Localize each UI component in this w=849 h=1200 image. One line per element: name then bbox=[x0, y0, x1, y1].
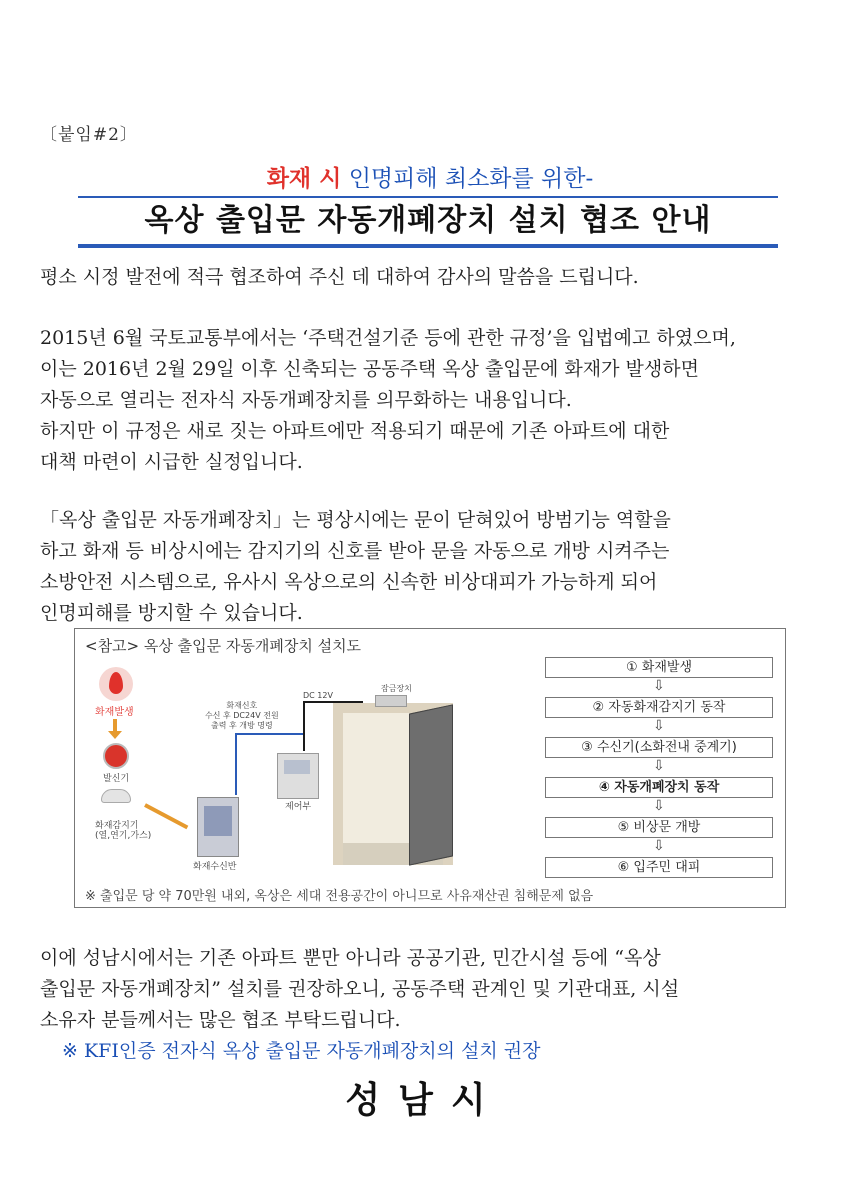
request-paragraph bbox=[40, 943, 815, 1036]
step-arrow-icon: ⇩ bbox=[653, 838, 665, 854]
request-line: 이에 성남시에서는 기존 아파트 뿐만 아니라 공공기관, 민간시설 등에 “옥상 bbox=[40, 947, 661, 969]
law-line: 자동으로 열리는 전자식 자동개폐장치를 의무화하는 내용입니다. bbox=[40, 389, 572, 411]
system-paragraph bbox=[40, 505, 815, 629]
law-paragraph bbox=[40, 323, 815, 478]
transmitter-label: 발신기 bbox=[103, 774, 130, 784]
system-line: 「옥상 출입문 자동개폐장치」는 평상시에는 문이 닫혀있어 방범기능 역할을 bbox=[40, 509, 671, 531]
receiver-label: 화재수신반 bbox=[193, 862, 237, 872]
transmitter-icon bbox=[103, 743, 129, 769]
step-arrow-icon: ⇩ bbox=[653, 718, 665, 734]
request-line: 출입문 자동개폐장치” 설치를 권장하오니, 공동주택 관계인 및 기관대표, 시설 bbox=[40, 978, 680, 1000]
thanks-paragraph: 평소 시정 발전에 적극 협조하여 주신 데 대하여 감사의 말씀을 드립니다. bbox=[40, 266, 639, 288]
diagram-note: ※ 출입문 당 약 70만원 내외, 옥상은 세대 전용공간이 아니므로 사유재산권 침해문제 없음 bbox=[85, 889, 594, 904]
lock-device-icon bbox=[375, 695, 407, 707]
control-box-icon bbox=[277, 753, 319, 799]
power-wire bbox=[303, 701, 305, 751]
law-line: 하지만 이 규정은 새로 짓는 아파트에만 적용되기 때문에 기존 아파트에 대한 bbox=[40, 420, 670, 442]
step-arrow-icon: ⇩ bbox=[653, 798, 665, 814]
receiver-panel-icon bbox=[197, 797, 239, 857]
step-3: ③ 수신기(소화전내 중계기) bbox=[545, 737, 773, 758]
control-box-label: 제어부 bbox=[285, 802, 312, 812]
detector-label: 화재감지기 (열,연기,가스) bbox=[95, 821, 152, 841]
page-title: 옥상 출입문 자동개폐장치 설치 협조 안내 bbox=[78, 196, 778, 248]
subtitle bbox=[80, 160, 780, 193]
step-6: ⑥ 입주민 대피 bbox=[545, 857, 773, 878]
law-line: 이는 2016년 2월 29일 이후 신축되는 공동주택 옥상 출입문에 화재가 발생하면 bbox=[40, 358, 699, 380]
city-signature: 성남시 bbox=[345, 1080, 504, 1121]
lock-label: 잠금장치 bbox=[381, 684, 412, 693]
wire-line bbox=[235, 733, 305, 735]
subtitle-blue: 인명피해 최소화를 위한 bbox=[348, 166, 586, 192]
law-line: 대책 마련이 시급한 실정입니다. bbox=[40, 451, 303, 473]
system-line: 소방안전 시스템으로, 유사시 옥상으로의 신속한 비상대피가 가능하게 되어 bbox=[40, 571, 658, 593]
diagram-title: <참고> 옥상 출입문 자동개폐장치 설치도 bbox=[85, 637, 362, 655]
step-2: ② 자동화재감지기 동작 bbox=[545, 697, 773, 718]
signal-note: 화재신호 수신 후 DC24V 전원 출력 후 개방 명령 bbox=[205, 701, 279, 730]
fire-label: 화재발생 bbox=[95, 707, 134, 718]
attachment-label: 〔붙임#2〕 bbox=[40, 125, 138, 145]
fire-icon bbox=[99, 667, 133, 701]
door-leaf bbox=[409, 704, 453, 865]
step-5: ⑤ 비상문 개방 bbox=[545, 817, 773, 838]
subtitle-red: 화재 시 bbox=[266, 166, 342, 192]
detector-icon bbox=[101, 789, 131, 803]
step-arrow-icon: ⇩ bbox=[653, 758, 665, 774]
arrow-head-icon bbox=[108, 731, 122, 739]
system-line: 인명피해를 방지할 수 있습니다. bbox=[40, 602, 303, 624]
power-label: DC 12V bbox=[303, 691, 333, 700]
request-line: 소유자 분들께서는 많은 협조 부탁드립니다. bbox=[40, 1009, 401, 1031]
law-line: 2015년 6월 국토교통부에서는 ‘주택건설기준 등에 관한 규정’을 입법예고 하였으며, bbox=[40, 327, 736, 349]
step-4: ④ 자동개폐장치 동작 bbox=[545, 777, 773, 798]
system-line: 하고 화재 등 비상시에는 감지기의 신호를 받아 문을 자동으로 개방 시켜주는 bbox=[40, 540, 670, 562]
wire-line bbox=[235, 733, 237, 795]
subtitle-dash: - bbox=[585, 166, 594, 192]
step-1: ① 화재발생 bbox=[545, 657, 773, 678]
installation-diagram bbox=[74, 628, 786, 908]
step-arrow-icon: ⇩ bbox=[653, 678, 665, 694]
recommendation-note: ※ KFI인증 전자식 옥상 출입문 자동개폐장치의 설치 권장 bbox=[62, 1040, 541, 1062]
